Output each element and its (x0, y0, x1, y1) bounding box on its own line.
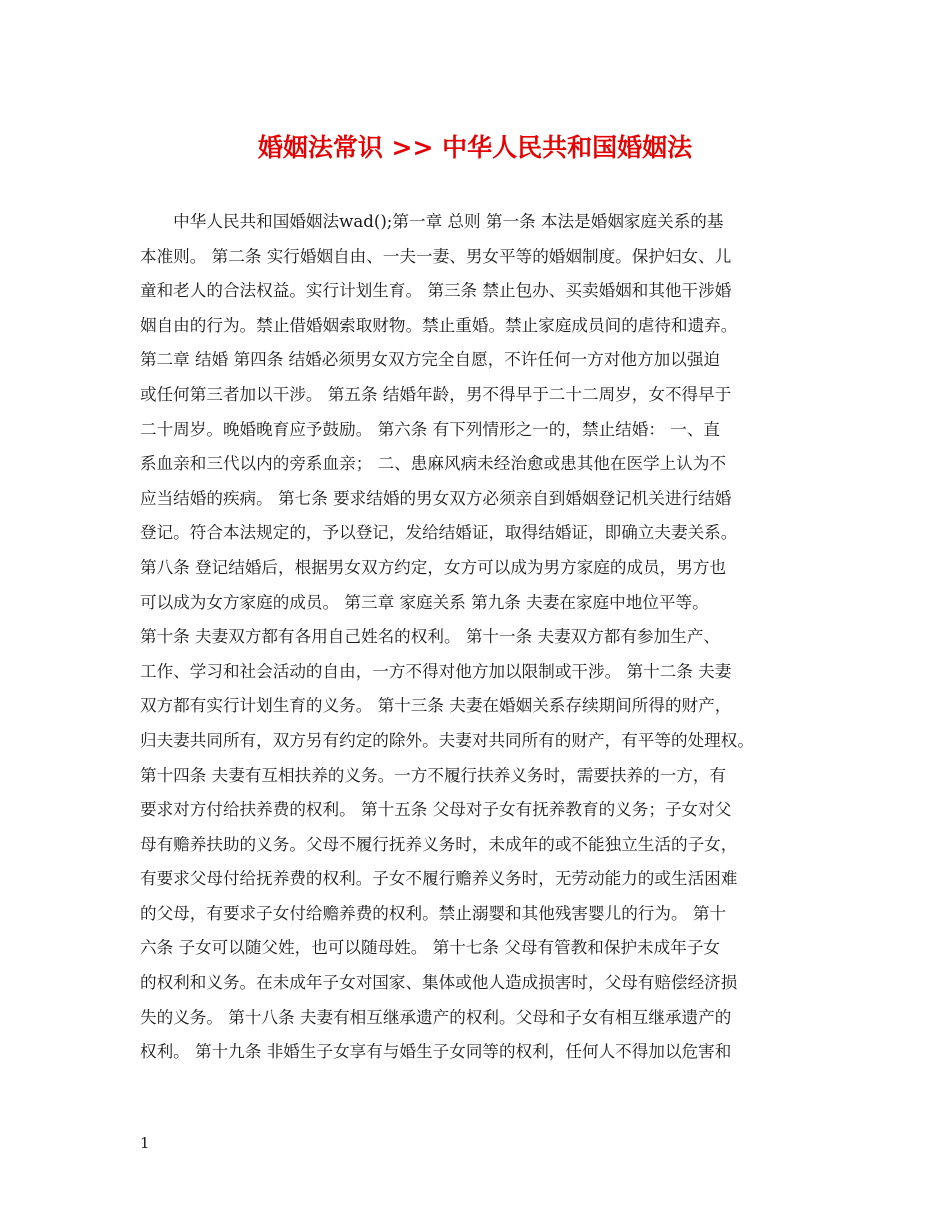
text-line: 失的义务。 第十八条 夫妻有相互继承遗产的权利。父母和子女有相互继承遗产的 (140, 1007, 732, 1027)
text-line: 权利。 第十九条 非婚生子女享有与婚生子女同等的权利，任何人不得加以危害和 (140, 1042, 732, 1062)
text-line: 系血亲和三代以内的旁系血亲； 二、患麻风病未经治愈或患其他在医学上认为不 (140, 454, 727, 474)
text-line: 姻自由的行为。禁止借婚姻索取财物。禁止重婚。禁止家庭成员间的虐待和遗弃。 (140, 315, 738, 335)
text-line: 二十周岁。晚婚晚育应予鼓励。 第六条 有下列情形之一的，禁止结婚： 一、直 (140, 419, 721, 439)
page-number: 1 (140, 1134, 150, 1152)
text-line: 登记。符合本法规定的，予以登记，发给结婚证，取得结婚证，即确立夫妻关系。 (140, 523, 738, 543)
text-line: 应当结婚的疾病。 第七条 要求结婚的男女双方必须亲自到婚姻登记机关进行结婚 (140, 488, 732, 508)
document-title: 婚姻法常识 >> 中华人民共和国婚姻法 (257, 133, 693, 162)
text-line: 的父母，有要求子女付给赡养费的权利。禁止溺婴和其他残害婴儿的行为。 第十 (140, 903, 727, 923)
text-line: 有要求父母付给抚养费的权利。子女不履行赡养义务时，无劳动能力的或生活困难 (140, 869, 738, 889)
text-line: 本准则。 第二条 实行婚姻自由、一夫一妻、男女平等的婚姻制度。保护妇女、儿 (140, 246, 732, 266)
text-line: 或任何第三者加以干涉。 第五条 结婚年龄，男不得早于二十二周岁，女不得早于 (140, 384, 732, 404)
text-line: 要求对方付给扶养费的权利。 第十五条 父母对子女有抚养教育的义务；子女对父 (140, 800, 732, 820)
text-line: 中华人民共和国婚姻法wad();第一章 总则 第一条 本法是婚姻家庭关系的基 (140, 212, 724, 231)
text-line: 童和老人的合法权益。实行计划生育。 第三条 禁止包办、买卖婚姻和其他干涉婚 (140, 281, 732, 301)
body-paragraph (140, 205, 820, 1070)
text-line: 第十条 夫妻双方都有各用自己姓名的权利。 第十一条 夫妻双方都有参加生产、 (140, 627, 721, 647)
text-line: 第十四条 夫妻有互相扶养的义务。一方不履行扶养义务时，需要扶养的一方，有 (140, 765, 727, 785)
text-line: 第二章 结婚 第四条 结婚必须男女双方完全自愿，不许任何一方对他方加以强迫 (140, 350, 721, 370)
text-line: 工作、学习和社会活动的自由，一方不得对他方加以限制或干涉。 第十二条 夫妻 (140, 661, 732, 681)
text-line: 六条 子女可以随父姓，也可以随母姓。 第十七条 父母有管教和保护未成年子女 (140, 938, 721, 958)
text-line: 双方都有实行计划生育的义务。 第十三条 夫妻在婚姻关系存续期间所得的财产， (140, 696, 732, 716)
text-line: 归夫妻共同所有，双方另有约定的除外。夫妻对共同所有的财产，有平等的处理权。 (140, 730, 754, 750)
text-line: 的权利和义务。在未成年子女对国家、集体或他人造成损害时，父母有赔偿经济损 (140, 973, 738, 993)
text-line: 第八条 登记结婚后，根据男女双方约定，女方可以成为男方家庭的成员，男方也 (140, 557, 727, 577)
text-line: 可以成为女方家庭的成员。 第三章 家庭关系 第九条 夫妻在家庭中地位平等。 (140, 592, 709, 612)
text-line: 母有赡养扶助的义务。父母不履行抚养义务时，未成年的或不能独立生活的子女， (140, 834, 738, 854)
